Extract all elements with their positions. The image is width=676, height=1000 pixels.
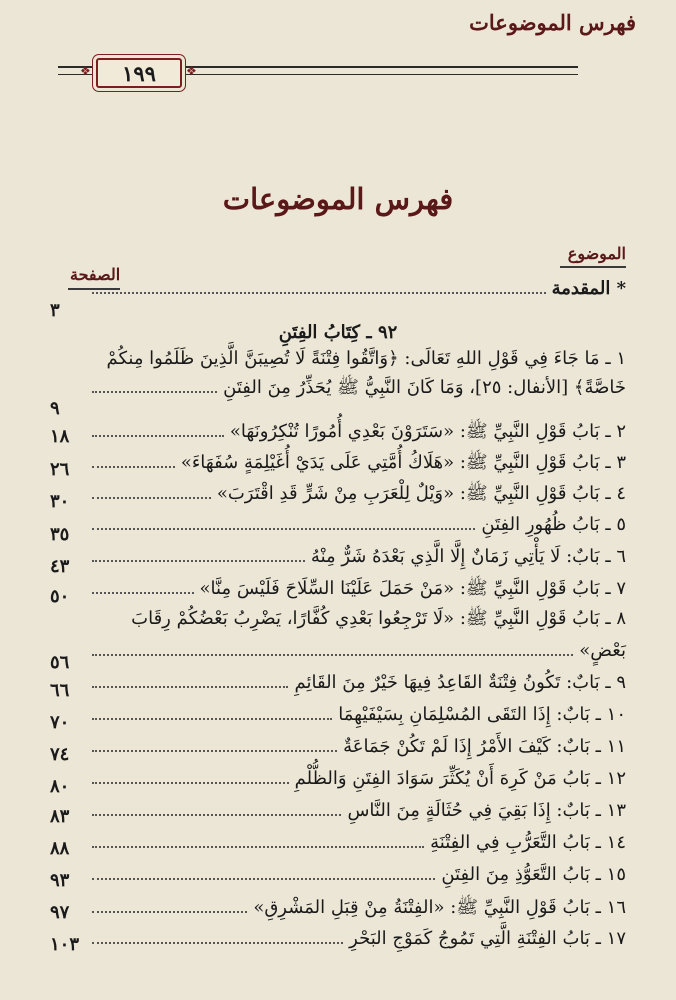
toc-entry-text: ٧ ـ بَابُ قَوْلِ النَّبِيِّ ﷺ: «مَنْ حَمَلَ عَلَيْنَا السِّلَاحَ فَلَيْسَ مِنَّا» (199, 578, 626, 599)
toc-page-number: ٥٠ (50, 586, 70, 607)
leader-dots (92, 291, 546, 294)
toc-page-number: ٨٠ (50, 776, 70, 797)
toc-entry-text: ٢ ـ بَابُ قَوْلِ النَّبِيِّ ﷺ: «سَتَرَوْنَ بَعْدِي أُمُورًا تُنْكِرُونَهَا» (229, 421, 626, 442)
running-title: فهرس الموضوعات (469, 10, 636, 35)
ornament-icon: ❖ (186, 64, 197, 78)
toc-entry-intro (86, 278, 626, 299)
leader-dots (92, 496, 211, 499)
toc-page-number: ٢٦ (50, 459, 70, 480)
toc-page-number: ٨٣ (50, 806, 70, 827)
toc-entry (86, 420, 626, 446)
page-title: فهرس الموضوعات (222, 182, 454, 216)
toc-entry-continuation (86, 376, 626, 402)
toc-page-number: ١٨ (50, 426, 70, 447)
toc-entry (86, 704, 626, 725)
leader-dots (92, 653, 573, 656)
leader-dots (92, 845, 424, 848)
toc-entry (86, 451, 626, 477)
leader-dots (92, 390, 217, 393)
toc-entry-text: ١٥ ـ بَابُ التَّعَوُّذِ مِنَ الفِتَنِ (441, 864, 626, 885)
toc-entry-text: ٥ ـ بَابُ ظُهُورِ الفِتَنِ (481, 514, 626, 535)
page-number: ١٩٩ (122, 61, 156, 86)
toc-entry (86, 896, 626, 922)
column-header-rule (560, 266, 626, 268)
toc-entry-text: ١٣ ـ بَابٌ: إِذَا بَقِيَ فِي حُثَالَةٍ مِنَ النَّاسِ (347, 800, 626, 821)
column-header-page: الصفحة (70, 265, 121, 284)
leader-dots (92, 527, 475, 530)
toc-page-number: ٤٣ (50, 556, 70, 577)
toc-entry (86, 768, 626, 789)
leader-dots (92, 465, 175, 468)
toc-entry (86, 546, 626, 567)
leader-dots (92, 941, 343, 944)
toc-page-number: ٣٠ (50, 491, 70, 512)
toc-entry-continuation (86, 640, 626, 661)
toc-entry-text: ١١ ـ بَابٌ: كَيْفَ الأَمْرُ إِذَا لَمْ تَكُنْ جَمَاعَةٌ (343, 736, 626, 757)
leader-dots (92, 781, 289, 784)
toc-entry (86, 514, 626, 535)
toc-page-number: ٩٣ (50, 870, 70, 891)
toc-page-number: ٧٤ (50, 744, 70, 765)
leader-dots (92, 813, 341, 816)
leader-dots (92, 434, 224, 437)
toc-page-number: ٥٦ (50, 652, 70, 673)
toc-entry (86, 864, 626, 885)
toc-entry-text: ١٦ ـ بَابُ قَوْلِ النَّبِيِّ ﷺ: «الفِتْنَةُ مِنْ قِبَلِ المَشْرِقِ» (253, 897, 626, 918)
leader-dots (92, 717, 332, 720)
toc-entry-text: ١٤ ـ بَابُ التَّعَرُّبِ فِي الفِتْنَةِ (430, 832, 626, 853)
toc-entry-line: بَعْضٍ» (579, 640, 626, 661)
leader-dots (92, 559, 305, 562)
toc-entry-line: ٨ ـ بَابُ قَوْلِ النَّبِيِّ ﷺ: «لَا تَرْجِعُوا بَعْدِي كُفَّارًا، يَضْرِبُ بَعْضُكُمْ رِقَابَ (131, 608, 626, 629)
toc-entry-text: ٤ ـ بَابُ قَوْلِ النَّبِيِّ ﷺ: «وَيْلٌ لِلْعَرَبِ مِنْ شَرٍّ قَدِ اقْتَرَبَ» (216, 483, 626, 504)
toc-entry (86, 344, 626, 374)
toc-entry (86, 482, 626, 508)
toc-entry-text: ٦ ـ بَابٌ: لَا يَأْتِي زَمَانٌ إِلَّا الَّذِي بَعْدَهُ شَرٌّ مِنْهُ (310, 546, 626, 567)
leader-dots (92, 877, 435, 880)
toc-entry (86, 928, 626, 949)
toc-page-number: ٩ (50, 398, 60, 419)
toc-page-number: ٩٧ (50, 902, 70, 923)
toc-entry (86, 832, 626, 853)
toc-entry-text: ٣ ـ بَابُ قَوْلِ النَّبِيِّ ﷺ: «هَلَاكُ أُمَّتِي عَلَى يَدَيْ أُغَيْلِمَةٍ سُفَهَاءَ» (180, 452, 626, 473)
toc-page-number: ١٠٣ (50, 934, 80, 955)
leader-dots (92, 591, 194, 594)
leader-dots (92, 685, 288, 688)
toc-entry-text: ٩ ـ بَابٌ: تَكُونُ فِتْنَةٌ القَاعِدُ فِيهَا خَيْرٌ مِنَ القَائِمِ (294, 672, 626, 693)
toc-page-number: ٣٥ (50, 524, 70, 545)
page-number-frame (80, 58, 197, 88)
column-header-topic: الموضوع (567, 244, 626, 263)
toc-entry-text: ١٢ ـ بَابُ مَنْ كَرِهَ أَنْ يُكَثِّرَ سَوَادَ الفِتَنِ وَالظُّلْمِ (294, 768, 626, 789)
toc-entry-line: خَاصَّةً﴾ [الأنفال: ٢٥]، وَمَا كَانَ النَّبِيُّ ﷺ يُحَذِّرُ مِنَ الفِتَنِ (223, 377, 626, 398)
toc-entry-text: ١٧ ـ بَابُ الفِتْنَةِ الَّتِي تَمُوجُ كَمَوْجِ البَحْرِ (349, 928, 626, 949)
toc-page-number: ٣ (50, 300, 60, 321)
section-heading: ٩٢ ـ كِتَابُ الفِتَنِ (278, 322, 398, 343)
toc-page-number: ٦٦ (50, 680, 70, 701)
toc-entry (86, 604, 626, 634)
toc-page-number: ٧٠ (50, 712, 70, 733)
toc-entry (86, 800, 626, 821)
ornament-icon: ❖ (80, 64, 91, 78)
toc-page-number: ٨٨ (50, 838, 70, 859)
toc-entry-line: ١ ـ مَا جَاءَ فِي قَوْلِ اللهِ تَعَالَى: ﴿وَاتَّقُوا فِتْنَةً لَا تُصِيبَنَّ الَّذِينَ ظَلَمُوا مِنكُمْ (106, 348, 626, 369)
toc-entry-text: ١٠ ـ بَابٌ: إِذَا التَقَى المُسْلِمَانِ بِسَيْفَيْهِمَا (338, 704, 626, 725)
toc-entry (86, 672, 626, 693)
toc-entry-text: * المقدمة (551, 278, 626, 299)
toc-entry (86, 577, 626, 603)
leader-dots (92, 910, 247, 913)
toc-entry (86, 736, 626, 757)
leader-dots (92, 749, 337, 752)
